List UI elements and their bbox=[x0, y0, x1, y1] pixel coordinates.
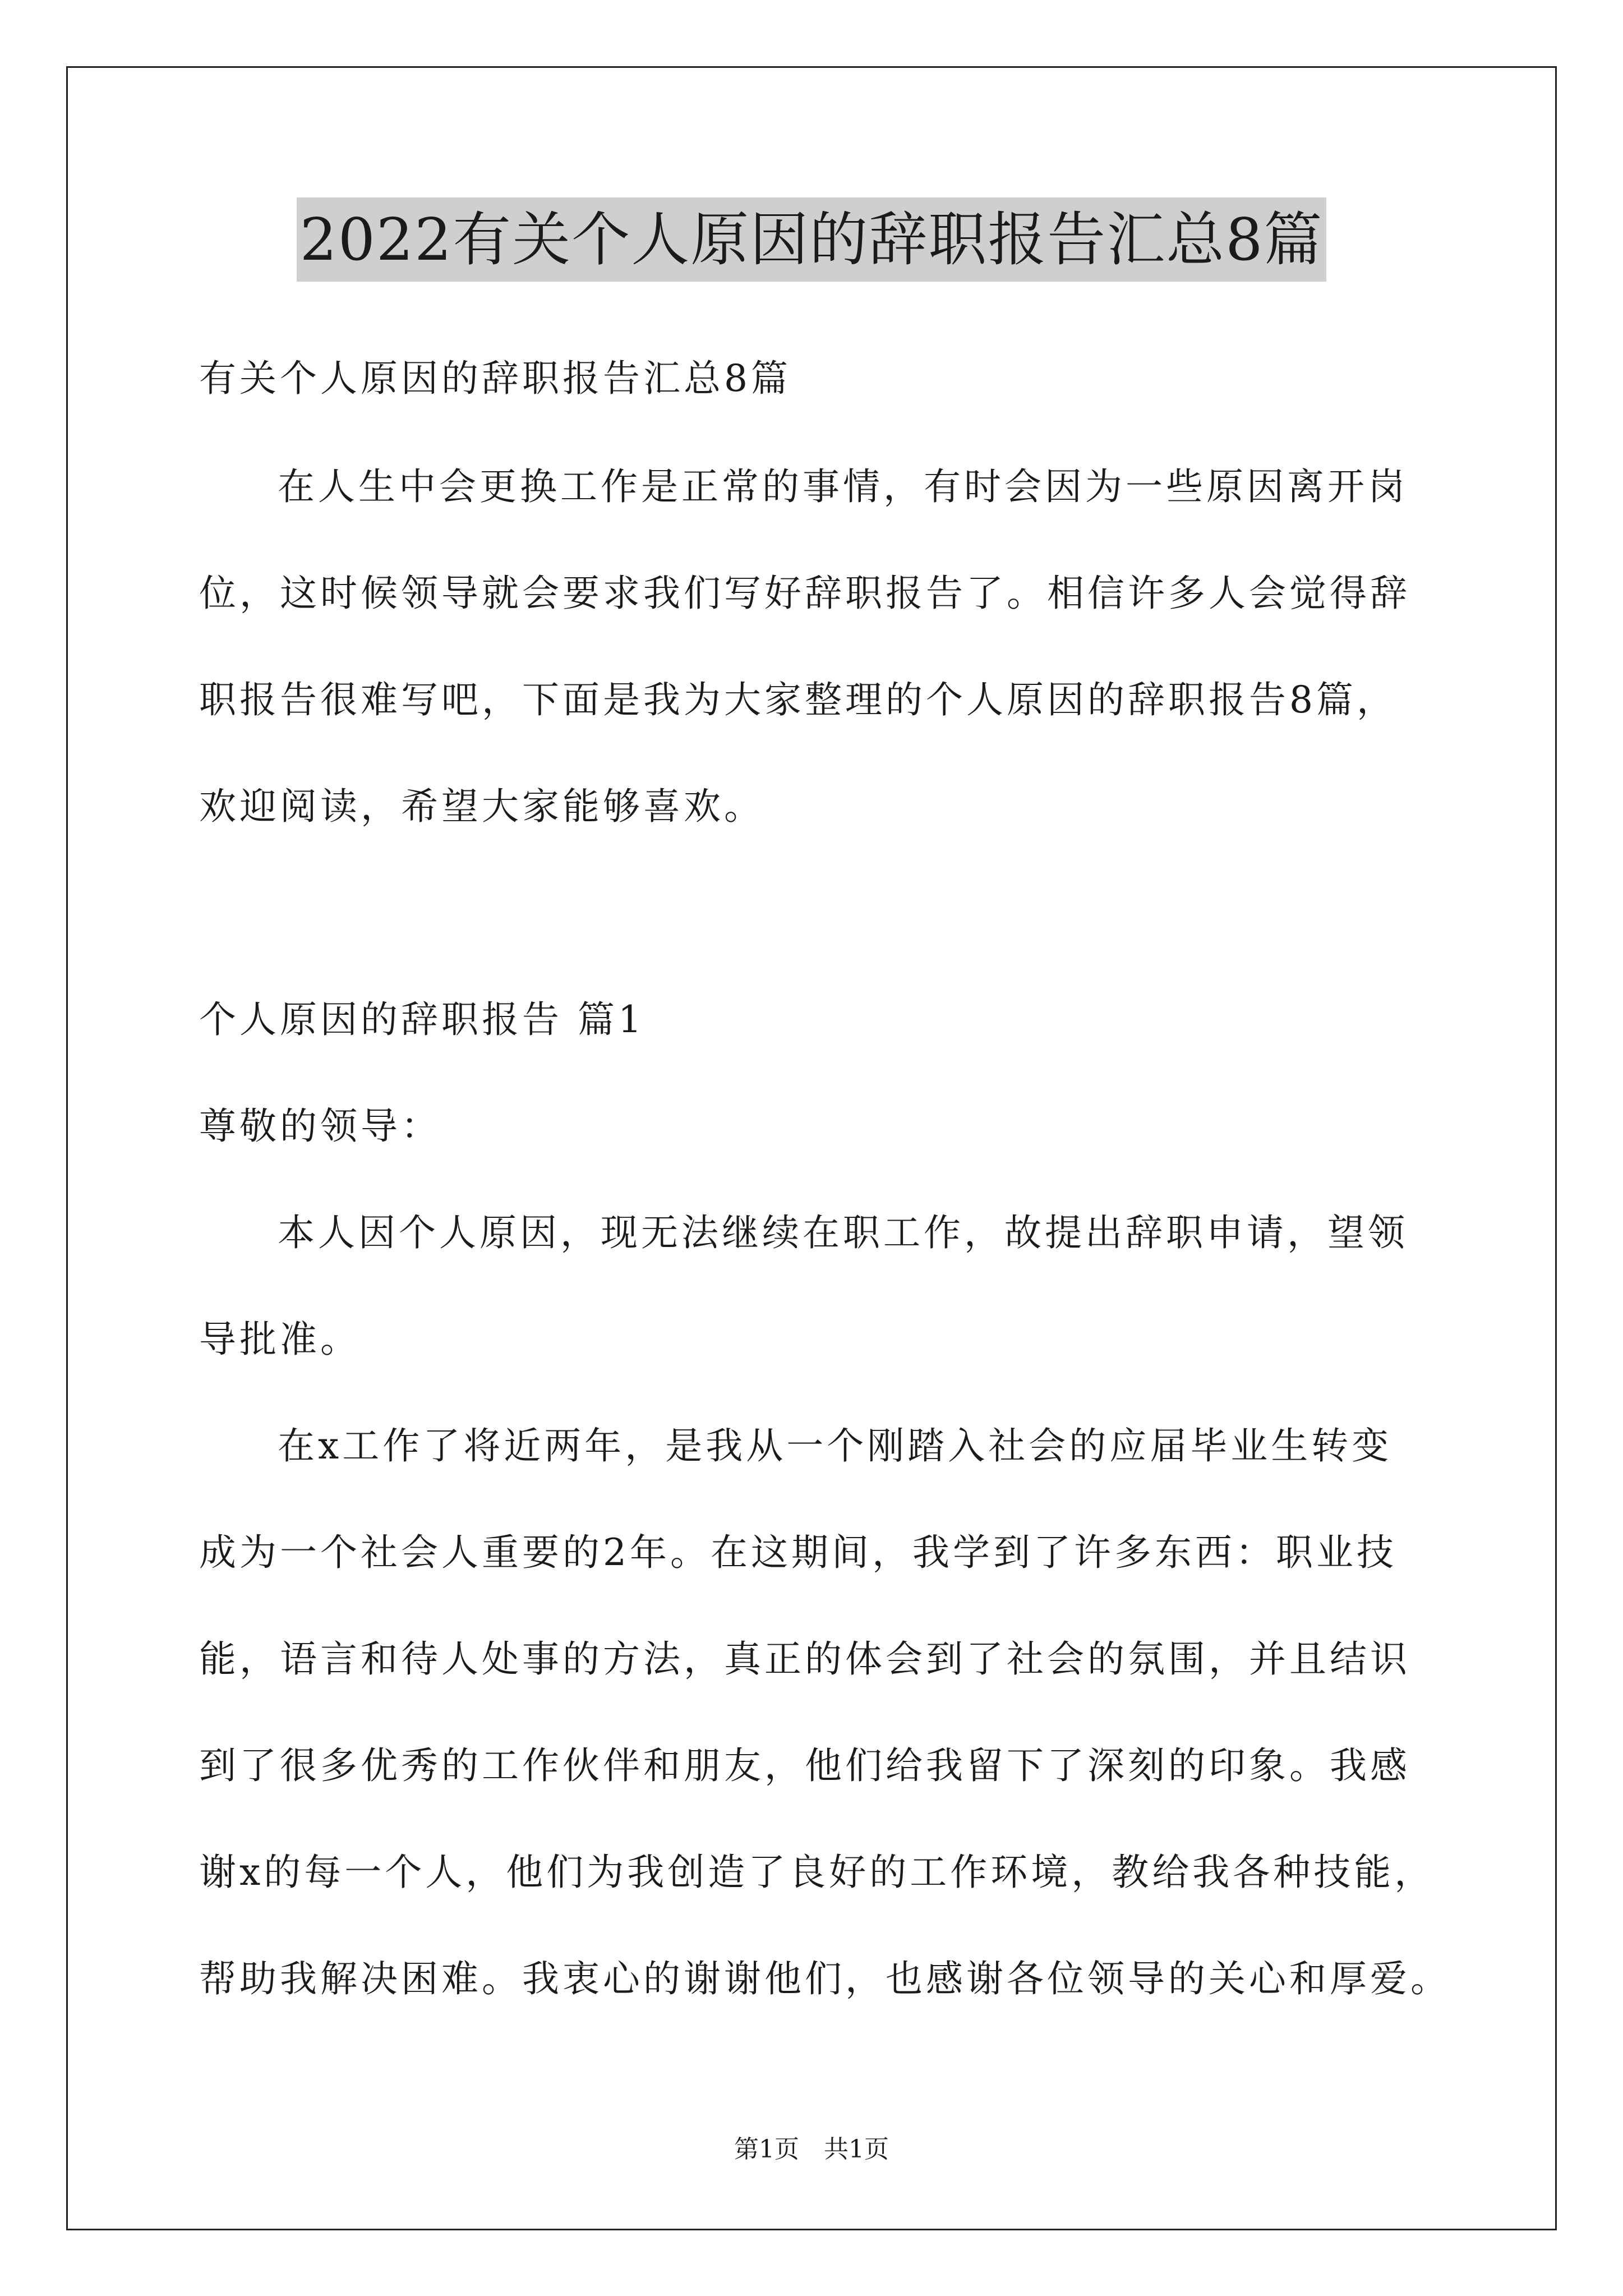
document-title: 2022有关个人原因的辞职报告汇总8篇 bbox=[297, 197, 1327, 282]
document-subtitle: 有关个人原因的辞职报告汇总8篇 bbox=[199, 357, 791, 400]
paragraph-2-line-1: 在x工作了将近两年，是我从一个刚踏入社会的应届毕业生转变 bbox=[278, 1424, 1393, 1467]
document-title-container bbox=[0, 197, 1623, 282]
paragraph-2-line-6: 帮助我解决困难。我衷心的谢谢他们，也感谢各位领导的关心和厚爱。 bbox=[199, 1957, 1451, 2000]
intro-line-1: 在人生中会更换工作是正常的事情，有时会因为一些原因离开岗 bbox=[278, 465, 1408, 508]
section-heading: 个人原因的辞职报告 篇1 bbox=[199, 998, 645, 1041]
paragraph-1-line-2: 导批准。 bbox=[199, 1318, 361, 1361]
salutation: 尊敬的领导： bbox=[199, 1105, 441, 1148]
paragraph-1-line-1: 本人因个人原因，现无法继续在职工作，故提出辞职申请，望领 bbox=[278, 1211, 1408, 1254]
page-footer: 第1页 共1页 bbox=[734, 2135, 889, 2164]
intro-line-2: 位，这时候领导就会要求我们写好辞职报告了。相信许多人会觉得辞 bbox=[199, 572, 1410, 615]
paragraph-2-line-3: 能，语言和待人处事的方法，真正的体会到了社会的氛围，并且结识 bbox=[199, 1637, 1410, 1681]
paragraph-2-line-2: 成为一个社会人重要的2年。在这期间，我学到了许多东西：职业技 bbox=[199, 1531, 1397, 1574]
intro-line-3: 职报告很难写吧，下面是我为大家整理的个人原因的辞职报告8篇， bbox=[199, 678, 1397, 721]
intro-line-4: 欢迎阅读，希望大家能够喜欢。 bbox=[199, 785, 764, 828]
paragraph-2-line-5: 谢x的每一个人，他们为我创造了良好的工作环境，教给我各种技能， bbox=[199, 1851, 1435, 1894]
paragraph-2-line-4: 到了很多优秀的工作伙伴和朋友，他们给我留下了深刻的印象。我感 bbox=[199, 1744, 1410, 1787]
